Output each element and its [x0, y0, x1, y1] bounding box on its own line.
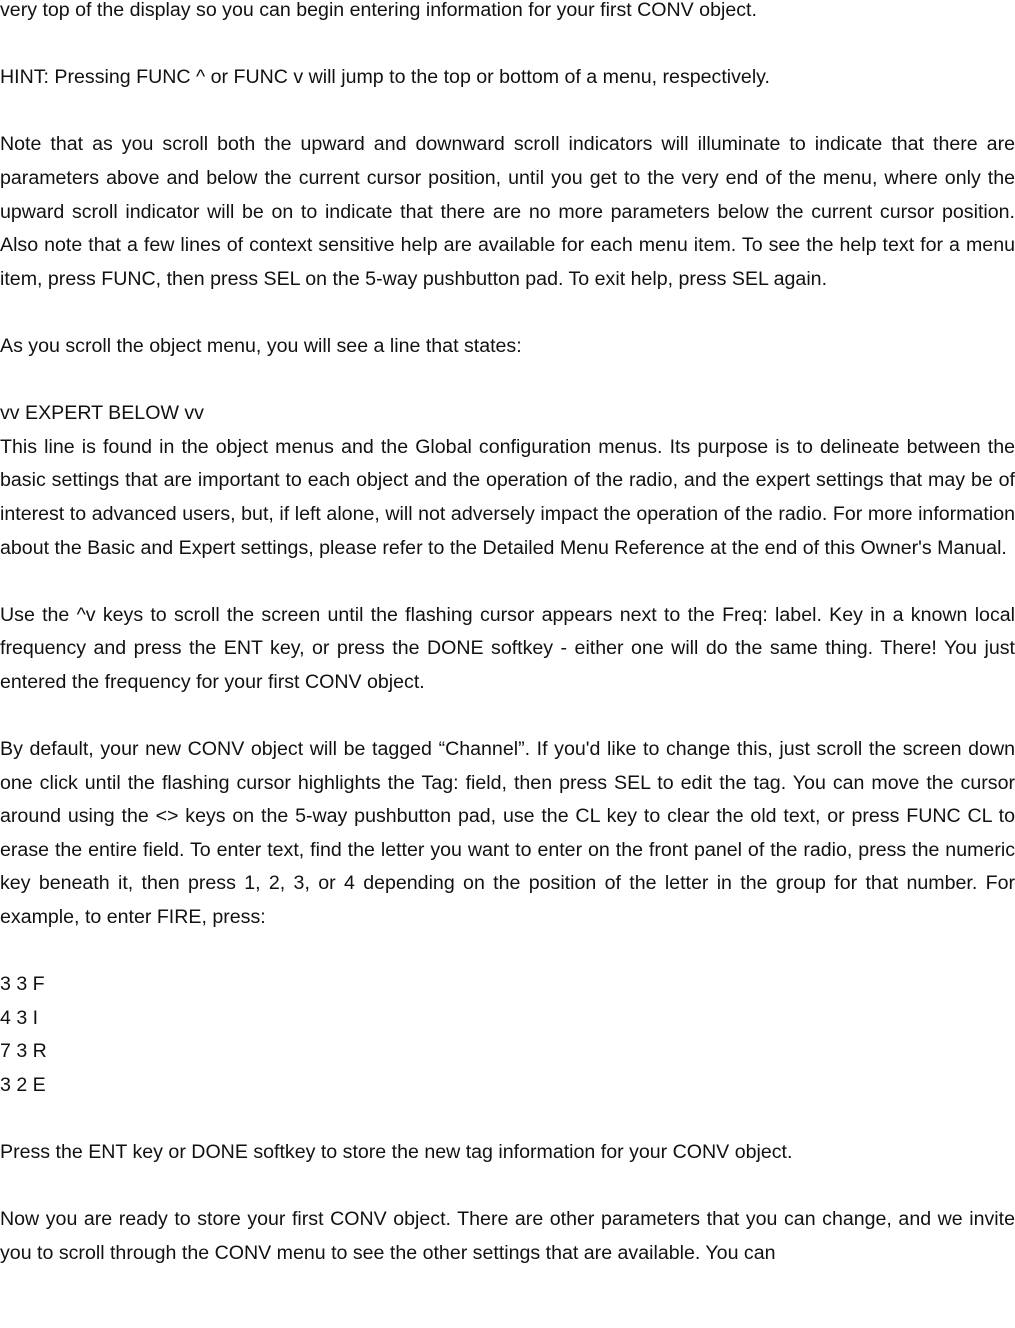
spacer	[0, 1170, 1015, 1204]
spacer	[0, 699, 1015, 733]
paragraph-tag-editing: By default, your new CONV object will be tagged “Channel”. If you'd like to change this, just scroll the screen down one click until the flashing cursor highlights the Tag: field, then press SEL to edit the tag. You can move the cursor around using the <> keys on the 5-way pushbutton pad, use the CL key to clear the old text, or press FUNC CL to erase the entire field. To enter text, find the letter you want to enter on the front panel of the radio, press the numeric key beneath it, then press 1, 2, 3, or 4 depending on the position of the letter in the group for that number. For example, to enter FIRE, press:	[0, 738, 1015, 929]
spacer	[0, 28, 1015, 62]
paragraph-expert-explanation: This line is found in the object menus and the Global configuration menus. Its purpose is to delineate between the basic settings that are important to each object and the operation of the radio, and the expert settings that may be of interest to advanced users, but, if left alone, will not adversely impact the operation of the radio. For more information about the Basic and Expert settings, please refer to the Detailed Menu Reference at the end of this Owner's Manual.	[0, 435, 1015, 559]
spacer	[0, 1103, 1015, 1137]
paragraph-frequency: Use the ^v keys to scroll the screen until the flashing cursor appears next to the Freq: label. Key in a known local frequency and press the ENT key, or press the DONE softkey - either one will do the same thing. There! You just entered the frequency for your first CONV object.	[0, 603, 1015, 693]
paragraph-store-tag: Press the ENT key or DONE softkey to store the new tag information for your CONV object.	[0, 1141, 793, 1164]
expert-below-heading: vv EXPERT BELOW vv	[0, 402, 204, 425]
key-sequence-item: 3 3 F	[0, 973, 45, 996]
paragraph-scroll-indicators: Note that as you scroll both the upward and downward scroll indicators will illuminate to indicate that there are parameters above and below the current cursor position, until you get to the very end of the menu, where only the upward scroll indicator will be on to indicate that there are no more parameters below the current cursor position. Also note that a few lines of context sensitive help are available for each menu item. To see the help text for a menu item, press FUNC, then press SEL on the 5-way pushbutton pad. To exit help, press SEL again.	[0, 133, 1015, 290]
paragraph-store-object: Now you are ready to store your first CONV object. There are other parameters that you can change, and we invite you to scroll through the CONV menu to see the other settings that are available. You can	[0, 1208, 1015, 1264]
paragraph-object-menu: As you scroll the object menu, you will see a line that states:	[0, 334, 522, 357]
spacer	[0, 935, 1015, 969]
key-sequence-list	[0, 968, 1015, 1102]
spacer	[0, 95, 1015, 129]
key-sequence-item: 4 3 I	[0, 1006, 39, 1029]
spacer	[0, 296, 1015, 330]
paragraph-hint: HINT: Pressing FUNC ^ or FUNC v will jump to the top or bottom of a menu, respectively.	[0, 66, 770, 89]
spacer	[0, 364, 1015, 398]
key-sequence-item: 3 2 E	[0, 1074, 46, 1096]
paragraph-intro: very top of the display so you can begin entering information for your first CONV object.	[0, 0, 757, 21]
key-sequence-item: 7 3 R	[0, 1040, 47, 1063]
spacer	[0, 565, 1015, 599]
